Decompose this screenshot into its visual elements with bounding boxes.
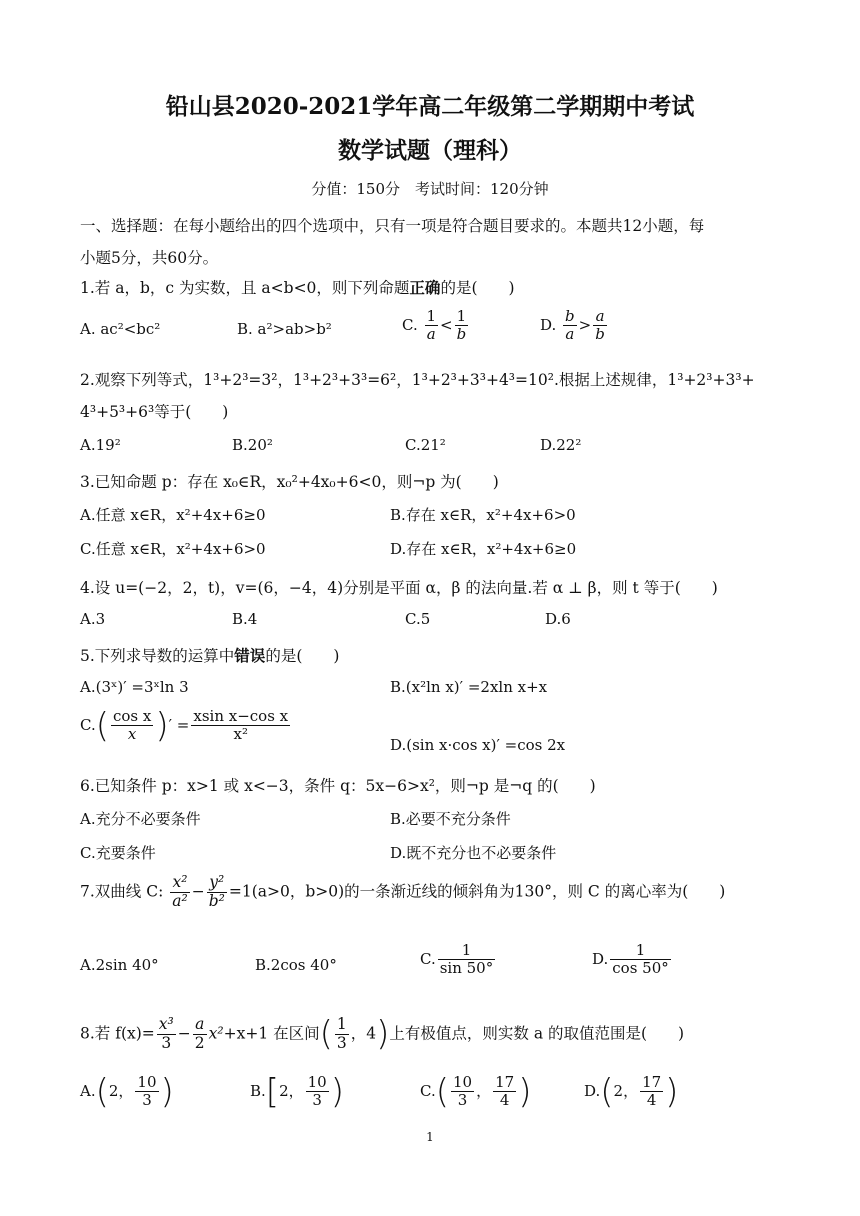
q6-option-b: B.必要不充分条件 xyxy=(390,810,511,828)
q8-option-c: C.( $\frac{10}{3}$ ， $\frac{17}{4}$ ) xyxy=(420,1071,532,1112)
q4-option-c: C.5 xyxy=(405,610,431,628)
section-intro-line2: 小题5分，共60分。 xyxy=(80,249,219,267)
q1-c-frac-2: $\frac{1}{b}$ xyxy=(456,307,467,344)
q7-option-d-label: D. xyxy=(592,949,609,968)
q7-stem-tail: =1(a>0，b>0)的一条渐近线的倾斜角为130°，则 C 的离心率为( ) xyxy=(228,882,726,901)
q8-option-b-label: B. xyxy=(250,1081,266,1100)
q6-option-c: C.充要条件 xyxy=(80,844,156,862)
q5-c-lhs-frac: $\frac{\text{cos x}}{x}$ xyxy=(112,707,152,744)
q1-stem-emphasis: 正确 xyxy=(409,278,441,297)
page-number: 1 xyxy=(426,1130,434,1144)
q1-stem-tail: 的是( ) xyxy=(440,279,515,297)
q1-option-c: C. $\frac{1}{a}$ < $\frac{1}{b}$ xyxy=(402,307,467,344)
q8-stem-mid: x+1 在区间 xyxy=(236,1024,320,1043)
q8-option-b: B.[2， $\frac{10}{3}$ ) xyxy=(250,1071,344,1112)
q8-option-c-label: C. xyxy=(420,1081,436,1100)
exam-subtitle: 数学试题（理科） xyxy=(338,137,522,164)
q3-option-c: C.任意 x∈R，x²+4x+6>0 xyxy=(80,540,266,558)
q7-option-d xyxy=(592,942,673,978)
q8-stem-text: 8.若 f(x)= xyxy=(80,1024,155,1043)
q8-option-d-label: D. xyxy=(584,1081,601,1100)
q8-frac-x3: $\frac{\text{x³}}{3}$ xyxy=(158,1015,174,1052)
q5-option-b: B.(x²ln x)′ =2xln x+x xyxy=(390,678,548,696)
q7-stem: 7.双曲线 C: $\frac{\text{x²}}{\text{a²}}$ − $\frac{\text{y²}}{\text{b²}}$ =1(a>0，b>0)的一条渐近线的倾斜角为130°，则 C 的离心率为( ) xyxy=(80,873,726,910)
q5-c-rhs-frac: $\frac{\text{xsin x−cos x}}{\text{x²}}$ xyxy=(193,707,289,744)
q7-stem-text: 7.双曲线 C: xyxy=(80,882,164,901)
q4-option-b: B.4 xyxy=(232,610,258,628)
q2-stem-line1: 2.观察下列等式，1³+2³=3²，1³+2³+3³=6²，1³+2³+3³+4³=10².根据上述规律，1³+2³+3³+ xyxy=(80,371,755,389)
q7-frac-x: $\frac{\text{x²}}{\text{a²}}$ xyxy=(172,873,188,910)
q2-stem-line2: 4³+5³+6³等于( ) xyxy=(80,403,229,421)
q8-interval-lower: $\frac{1}{3}$ xyxy=(336,1015,347,1052)
q8-option-d: D.(2， $\frac{17}{4}$ ) xyxy=(584,1071,679,1112)
q2-option-c: C.21² xyxy=(405,436,446,454)
q8-option-a: A.(2， $\frac{10}{3}$ ) xyxy=(80,1071,174,1112)
q3-stem: 3.已知命题 p：存在 x₀∈R，x₀²+4x₀+6<0，则¬p 为( ) xyxy=(80,473,499,491)
q1-c-frac-1: $\frac{1}{a}$ xyxy=(426,307,437,344)
q1-stem xyxy=(80,276,780,298)
q5-option-a: A.(3ˣ)′ =3ˣln 3 xyxy=(80,678,189,696)
q5-stem xyxy=(80,644,780,666)
q6-stem: 6.已知条件 p：x>1 或 x<−3，条件 q：5x−6>x²，则¬p 是¬q 的( ) xyxy=(80,777,596,795)
q4-stem: 4.设 u=(−2，2，t)，v=(6，−4，4)分别是平面 α，β 的法向量.若 α ⊥ β，则 t 等于( ) xyxy=(80,579,718,597)
q1-option-d: D. $\frac{b}{a}$ > $\frac{a}{b}$ xyxy=(540,307,605,344)
q1-d-frac-2: $\frac{a}{b}$ xyxy=(595,307,605,344)
q6-option-d: D.既不充分也不必要条件 xyxy=(390,844,557,862)
section-intro-line1: 一、选择题：在每小题给出的四个选项中，只有一项是符合题目要求的。本题共12小题，每 xyxy=(80,217,705,235)
q3-option-a: A.任意 x∈R，x²+4x+6≥0 xyxy=(80,506,266,524)
q1-option-b: B. a²>ab>b² xyxy=(237,320,332,338)
q4-option-a: A.3 xyxy=(80,610,106,628)
q5-option-c-label: C. xyxy=(80,715,96,734)
q2-option-b: B.20² xyxy=(232,436,273,454)
q1-option-a: A. ac²<bc² xyxy=(80,320,161,338)
q2-option-d: D.22² xyxy=(540,436,582,454)
q8-option-a-label: A. xyxy=(80,1081,96,1100)
q5-option-c: C.( $\frac{\text{cos x}}{x}$ )′ = $\frac{\text{xsin x−cos x}}{\text{x²}}$ xyxy=(80,705,289,746)
q5-stem-tail: 的是( ) xyxy=(265,647,340,665)
q3-option-b: B.存在 x∈R，x²+4x+6>0 xyxy=(390,506,576,524)
q7-option-c xyxy=(420,942,497,978)
q5-option-d: D.(sin x·cos x)′ =cos 2x xyxy=(390,736,566,754)
q3-option-d: D.存在 x∈R，x²+4x+6≥0 xyxy=(390,540,577,558)
exam-meta: 分值：150分 考试时间：120分钟 xyxy=(311,180,549,198)
q8-frac-a2: $\frac{a}{2}$ xyxy=(194,1015,205,1052)
q7-c-frac: $\frac{1}{\sin 50^\circ}$ xyxy=(439,941,494,978)
q5-stem-text: 5.下列求导数的运算中 xyxy=(80,647,235,665)
q7-d-frac: $\frac{1}{\cos 50^\circ}$ xyxy=(612,941,669,978)
q1-d-frac-1: $\frac{b}{a}$ xyxy=(565,307,575,344)
q1-option-d-label: D. xyxy=(540,315,557,334)
q7-option-a: A.2sin 40° xyxy=(80,956,159,974)
q7-option-c-label: C. xyxy=(420,949,436,968)
q1-stem-text: 1.若 a，b，c 为实数，且 a<b<0，则下列命题 xyxy=(80,279,410,297)
q7-option-b: B.2cos 40° xyxy=(255,956,337,974)
exam-title: 铅山县2020-2021学年高二年级第二学期期中考试 xyxy=(165,93,695,120)
q8-stem: 8.若 f(x)= $\frac{\text{x³}}{3}$ − $\frac{a}{2}$ x²+x+1 在区间( $\frac{1}{3}$ ，4)上有极值点，则实数 a 的取值范围是( ) xyxy=(80,1014,685,1055)
q4-option-d: D.6 xyxy=(545,610,571,628)
q6-option-a: A.充分不必要条件 xyxy=(80,810,201,828)
q8-stem-tail: 上有极值点，则实数 a 的取值范围是( ) xyxy=(389,1024,685,1043)
q5-stem-emphasis: 错误 xyxy=(234,646,266,665)
q2-option-a: A.19² xyxy=(80,436,121,454)
q1-option-c-label: C. xyxy=(402,315,418,334)
q7-frac-y: $\frac{\text{y²}}{\text{b²}}$ xyxy=(208,873,225,910)
